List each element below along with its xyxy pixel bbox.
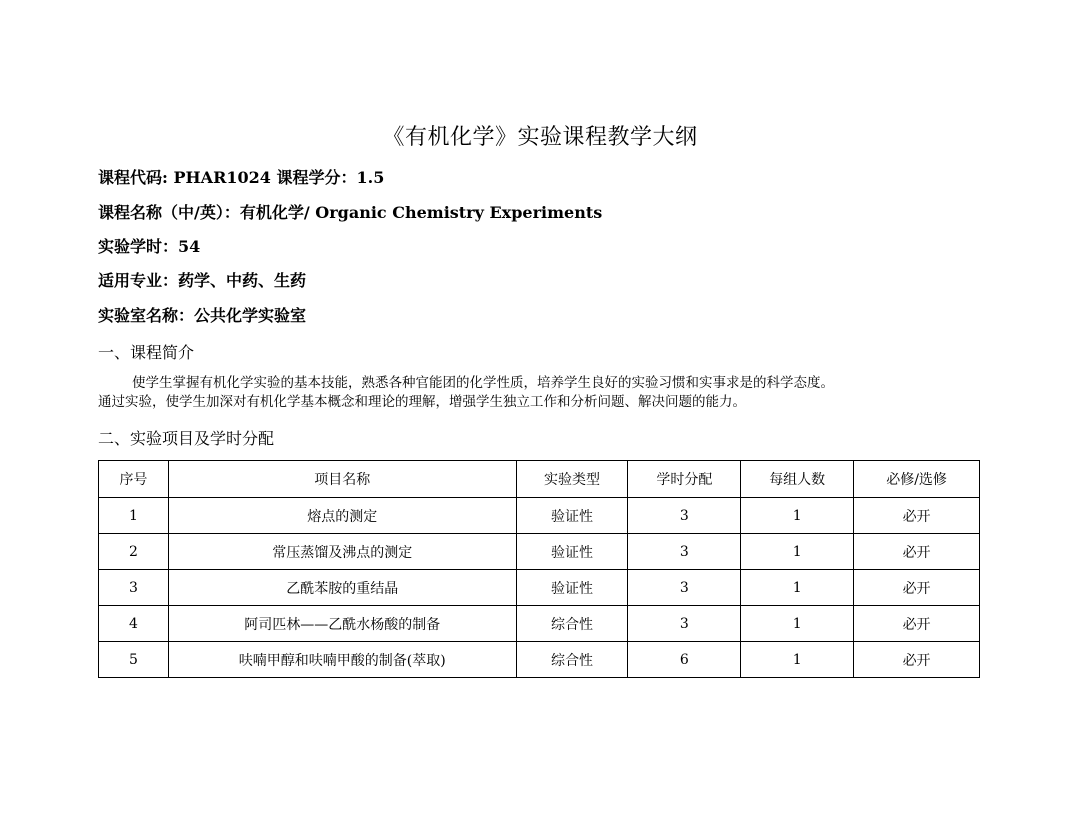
lab-name-label: 实验室名称：	[98, 306, 195, 325]
cell-project-name: 阿司匹林——乙酰水杨酸的制备	[168, 606, 516, 642]
section-heading-intro: 一、课程简介	[98, 343, 195, 362]
header-required: 必修/选修	[854, 461, 980, 498]
course-code-line	[98, 167, 384, 189]
cell-required: 必开	[854, 498, 980, 534]
intro-line-1: 使学生掌握有机化学实验的基本技能，熟悉各种官能团的化学性质，培养学生良好的实验习惯和实事求是的科学态度。	[132, 375, 834, 391]
cell-experiment-type: 验证性	[516, 534, 628, 570]
cell-group-size: 1	[741, 534, 854, 570]
cell-index: 4	[99, 606, 169, 642]
cell-required: 必开	[854, 534, 980, 570]
cell-group-size: 1	[741, 606, 854, 642]
cell-hours: 3	[628, 570, 741, 606]
course-code-label: 课程代码:	[98, 168, 168, 187]
course-intro-paragraph	[98, 374, 980, 412]
cell-index: 2	[99, 534, 169, 570]
cell-hours: 3	[628, 498, 741, 534]
lab-hours-value: 54	[178, 237, 201, 256]
cell-experiment-type: 验证性	[516, 498, 628, 534]
lab-name-line	[98, 305, 306, 327]
course-name-line	[98, 202, 602, 224]
cell-experiment-type: 综合性	[516, 642, 628, 678]
header-group-size: 每组人数	[741, 461, 854, 498]
course-name-value: 有机化学/ Organic Chemistry Experiments	[239, 203, 603, 222]
cell-index: 1	[99, 498, 169, 534]
cell-hours: 6	[628, 642, 741, 678]
intro-line-2: 通过实验，使学生加深对有机化学基本概念和理论的理解，增强学生独立工作和分析问题、解决问题的能力。	[98, 394, 746, 410]
cell-project-name: 熔点的测定	[168, 498, 516, 534]
course-name-label: 课程名称（中/英）：	[98, 203, 240, 222]
cell-index: 3	[99, 570, 169, 606]
experiment-table	[98, 460, 980, 678]
cell-project-name: 常压蒸馏及沸点的测定	[168, 534, 516, 570]
cell-hours: 3	[628, 606, 741, 642]
table-row	[99, 498, 980, 534]
majors-value: 药学、中药、生药	[178, 271, 307, 290]
course-code-value: PHAR1024	[173, 168, 271, 187]
table-row	[99, 534, 980, 570]
cell-experiment-type: 验证性	[516, 570, 628, 606]
table-row	[99, 606, 980, 642]
cell-hours: 3	[628, 534, 741, 570]
header-hours: 学时分配	[628, 461, 741, 498]
cell-group-size: 1	[741, 498, 854, 534]
table-row	[99, 570, 980, 606]
table-row	[99, 642, 980, 678]
majors-label: 适用专业：	[98, 271, 179, 290]
cell-required: 必开	[854, 642, 980, 678]
course-credit-value: 1.5	[356, 168, 385, 187]
section-heading-projects: 二、实验项目及学时分配	[98, 429, 275, 448]
document-title: 《有机化学》实验课程教学大纲	[382, 125, 698, 150]
cell-required: 必开	[854, 570, 980, 606]
lab-name-value: 公共化学实验室	[194, 306, 307, 325]
header-experiment-type: 实验类型	[516, 461, 628, 498]
cell-index: 5	[99, 642, 169, 678]
cell-project-name: 乙酰苯胺的重结晶	[168, 570, 516, 606]
cell-required: 必开	[854, 606, 980, 642]
cell-group-size: 1	[741, 642, 854, 678]
header-index: 序号	[99, 461, 169, 498]
cell-group-size: 1	[741, 570, 854, 606]
table-header-row	[99, 461, 980, 498]
majors-line	[98, 270, 306, 292]
header-project-name: 项目名称	[168, 461, 516, 498]
cell-experiment-type: 综合性	[516, 606, 628, 642]
lab-hours-line	[98, 236, 200, 258]
cell-project-name: 呋喃甲醇和呋喃甲酸的制备(萃取)	[168, 642, 516, 678]
lab-hours-label: 实验学时：	[98, 237, 179, 256]
course-credit-label: 课程学分：	[276, 168, 357, 187]
